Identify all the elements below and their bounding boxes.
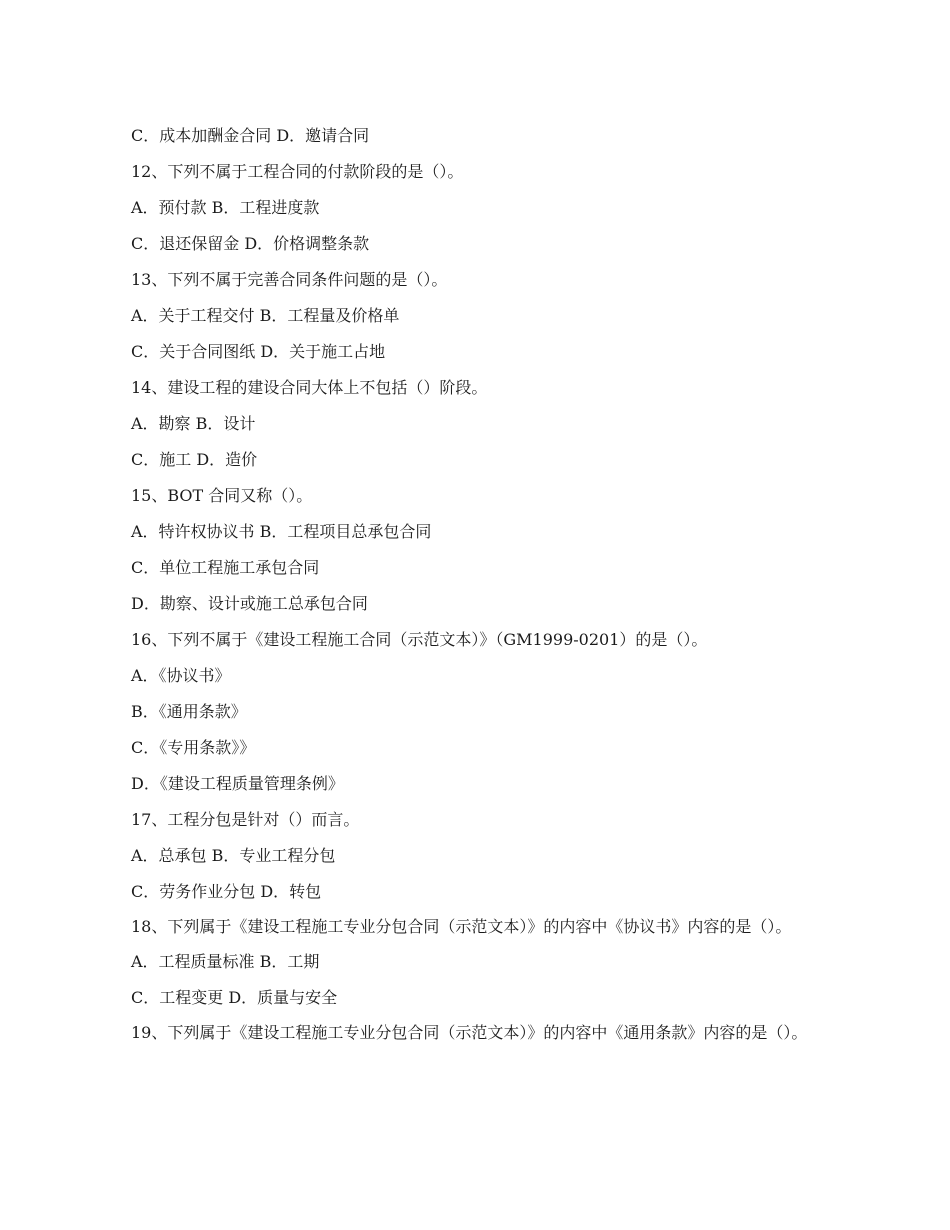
option-line: C．工程变更 D．质量与安全 (131, 988, 338, 1007)
question-16: 16、下列不属于《建设工程施工合同（示范文本）》（GM1999-0201）的是（）。 (131, 630, 708, 649)
option-line: A．特许权协议书 B．工程项目总承包合同 (131, 522, 432, 541)
option-line: D．《建设工程质量管理条例》 (131, 774, 344, 793)
option-line: C．施工 D．造价 (131, 450, 258, 469)
question-12: 12、下列不属于工程合同的付款阶段的是（）。 (131, 162, 464, 181)
option-line: C．单位工程施工承包合同 (131, 558, 320, 577)
option-line: A．总承包 B．专业工程分包 (131, 846, 336, 865)
option-line: B．《通用条款》 (131, 702, 247, 721)
option-line: A．工程质量标准 B．工期 (131, 952, 320, 971)
question-13: 13、下列不属于完善合同条件问题的是（）。 (131, 270, 448, 289)
question-14: 14、建设工程的建设合同大体上不包括（）阶段。 (131, 378, 488, 397)
option-line: C．《专用条款》》 (131, 738, 256, 757)
question-15: 15、BOT 合同又称（）。 (131, 486, 313, 505)
question-list (113, 124, 825, 1056)
question-19: 19、下列属于《建设工程施工专业分包合同（示范文本）》的内容中《通用条款》内容的是（）。 (131, 1023, 808, 1042)
question-18: 18、下列属于《建设工程施工专业分包合同（示范文本）》的内容中《协议书》内容的是（）。 (131, 917, 792, 936)
option-line: A．预付款 B．工程进度款 (131, 198, 320, 217)
option-line: C．关于合同图纸 D．关于施工占地 (131, 342, 386, 361)
option-line: A．关于工程交付 B．工程量及价格单 (131, 306, 400, 325)
option-line: A．《协议书》 (131, 666, 231, 685)
option-line: C．劳务作业分包 D．转包 (131, 882, 322, 901)
option-line: D．勘察、设计或施工总承包合同 (131, 594, 368, 613)
option-line: A．勘察 B．设计 (131, 414, 256, 433)
option-line: C．退还保留金 D．价格调整条款 (131, 234, 370, 253)
option-line: C．成本加酬金合同 D．邀请合同 (131, 126, 370, 145)
question-17: 17、工程分包是针对（）而言。 (131, 810, 360, 829)
